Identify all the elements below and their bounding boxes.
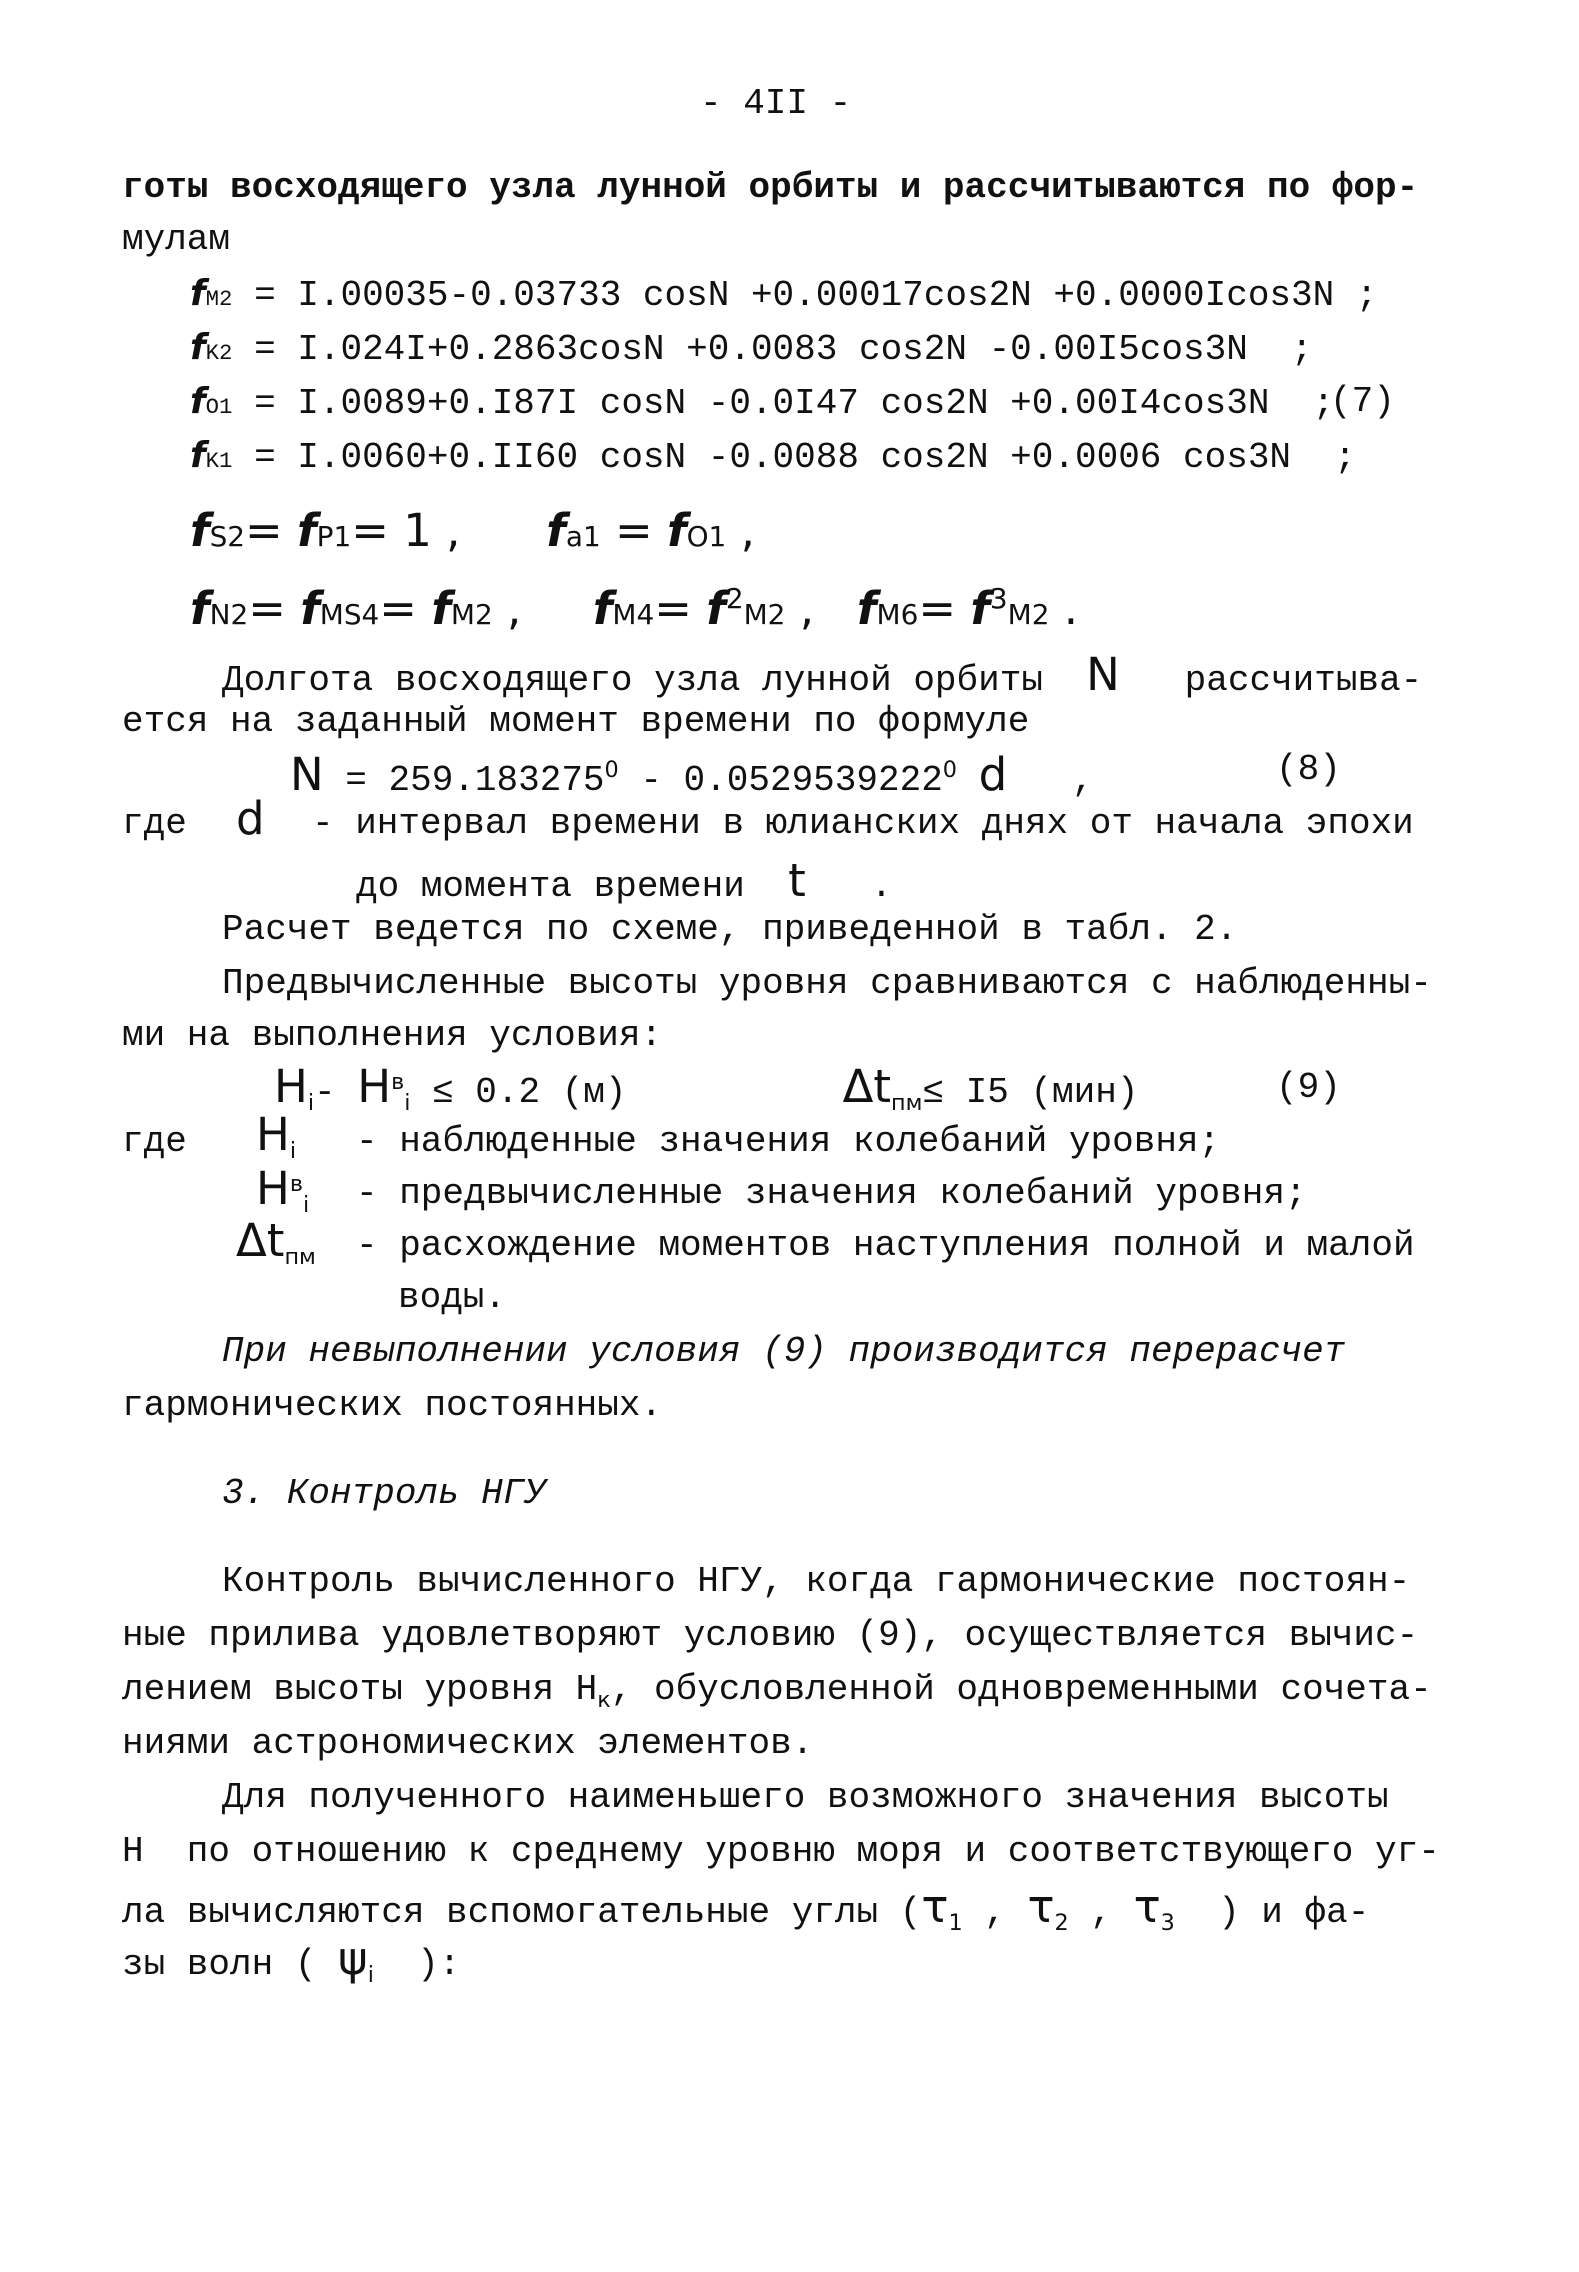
formula-symbol: f: [190, 273, 206, 314]
definition-line: - интервал времени в юлианских днях от начала эпохи: [312, 803, 1414, 844]
definition-line: - расхождение моментов наступления полной и малой: [356, 1225, 1415, 1266]
formula-equalities-row1: fS2= fP1= 1 , fa1 = fO1 ,: [190, 504, 755, 557]
definition-line: - предвычисленные значения колебаний уровня;: [356, 1173, 1307, 1214]
equation-tag: (9): [1276, 1067, 1341, 1108]
formula-rhs: = I.0060+0.II60 cosN -0.0088 cos2N +0.0006 cos3N ;: [254, 437, 1356, 478]
section-title: 3. Контроль НГУ: [222, 1473, 547, 1514]
definition-dt: $\Delta t_{пм}$: [236, 1214, 316, 1271]
paragraph-line: При невыполнении условия (9) производится перерасчет: [222, 1331, 1346, 1372]
paragraph-line: ми на выполнения условия:: [122, 1015, 663, 1056]
paragraph-line: ные прилива удовлетворяют условию (9), осуществляется вычис-: [122, 1615, 1419, 1656]
definition-line: до момента времени t .: [356, 854, 893, 907]
paragraph-line: мулам: [122, 219, 231, 260]
paragraph-line: готы восходящего узла лунной орбиты и рассчитываются по фор-: [122, 167, 1419, 208]
definition-hi: $H_i$: [256, 1108, 297, 1165]
paragraph-line: Контроль вычисленного НГУ, когда гармонические постоян-: [222, 1561, 1411, 1602]
formula-symbol: f: [190, 435, 206, 476]
paragraph-line: ется на заданный момент времени по формуле: [122, 701, 1030, 742]
formula-f-m2: [190, 273, 1378, 316]
definition-line: воды.: [398, 1277, 507, 1318]
formula-8: $N = 259.183275^0 - 0.0529539222^0$ d ,: [290, 748, 1094, 801]
paragraph-line: Предвычисленные высоты уровня сравниваются с наблюденны-: [222, 963, 1432, 1004]
definition-hib: $H^в_i$: [256, 1162, 310, 1219]
formula-subscript: K2: [205, 340, 233, 366]
formula-subscript: K1: [205, 448, 233, 474]
formula-subscript: O1: [205, 394, 233, 420]
paragraph-line: Для полученного наименьшего возможного значения высоты: [222, 1777, 1389, 1818]
paragraph-line: лением высоты уровня $Н_к$, обусловленной одновременными сочета-: [122, 1669, 1432, 1714]
formula-rhs: = I.00035-0.03733 cosN +0.00017cos2N +0.0000Icos3N ;: [254, 275, 1378, 316]
equation-tag: (7): [1330, 381, 1395, 422]
formula-f-k1: [190, 435, 1356, 478]
formula-symbol: f: [190, 381, 206, 422]
formula-subscript: M2: [205, 286, 233, 312]
paragraph-line: Н по отношению к среднему уровню моря и соответствующего уг-: [122, 1831, 1440, 1872]
formula-f-o1: [190, 381, 1335, 424]
paragraph-line: ниями астрономических элементов.: [122, 1723, 814, 1764]
where-label: где: [122, 1121, 187, 1162]
formula-rhs: = I.024I+0.2863cosN +0.0083 cos2N -0.00I5cos3N ;: [254, 329, 1313, 370]
where-label: где: [122, 803, 187, 844]
symbol-d: d: [236, 792, 265, 845]
formula-symbol: f: [190, 327, 206, 368]
paragraph-line: гармонических постоянных.: [122, 1385, 663, 1426]
formula-equalities-row2: fN2= fMS4= fM2 , $fM4= f^2M2$ , $fM6= f^3M2$ .: [190, 582, 1079, 635]
paragraph-line: зы волн ( $\psi_i$ ):: [122, 1932, 461, 1989]
equation-tag: (8): [1276, 749, 1341, 790]
formula-9: $H_i-$ $H^в_i \le 0.2$ (м) $\Delta t_{пм}\le I5$ (мин): [274, 1060, 1139, 1117]
paragraph-line: Долгота восходящего узла лунной орбиты N рассчитыва-: [222, 648, 1423, 701]
paragraph-line: Расчет ведется по схеме, приведенной в табл. 2.: [222, 909, 1238, 950]
paragraph-line: ла вычисляются вспомогательные углы ($\tau_1$ , $\tau_2$ , $\tau_3$ ) и фа-: [122, 1880, 1370, 1937]
formula-rhs: = I.0089+0.I87I cosN -0.0I47 cos2N +0.00I4cos3N ;: [254, 383, 1335, 424]
definition-line: - наблюденные значения колебаний уровня;: [356, 1121, 1221, 1162]
formula-f-k2: [190, 327, 1313, 370]
page-number: - 4II -: [700, 83, 852, 124]
